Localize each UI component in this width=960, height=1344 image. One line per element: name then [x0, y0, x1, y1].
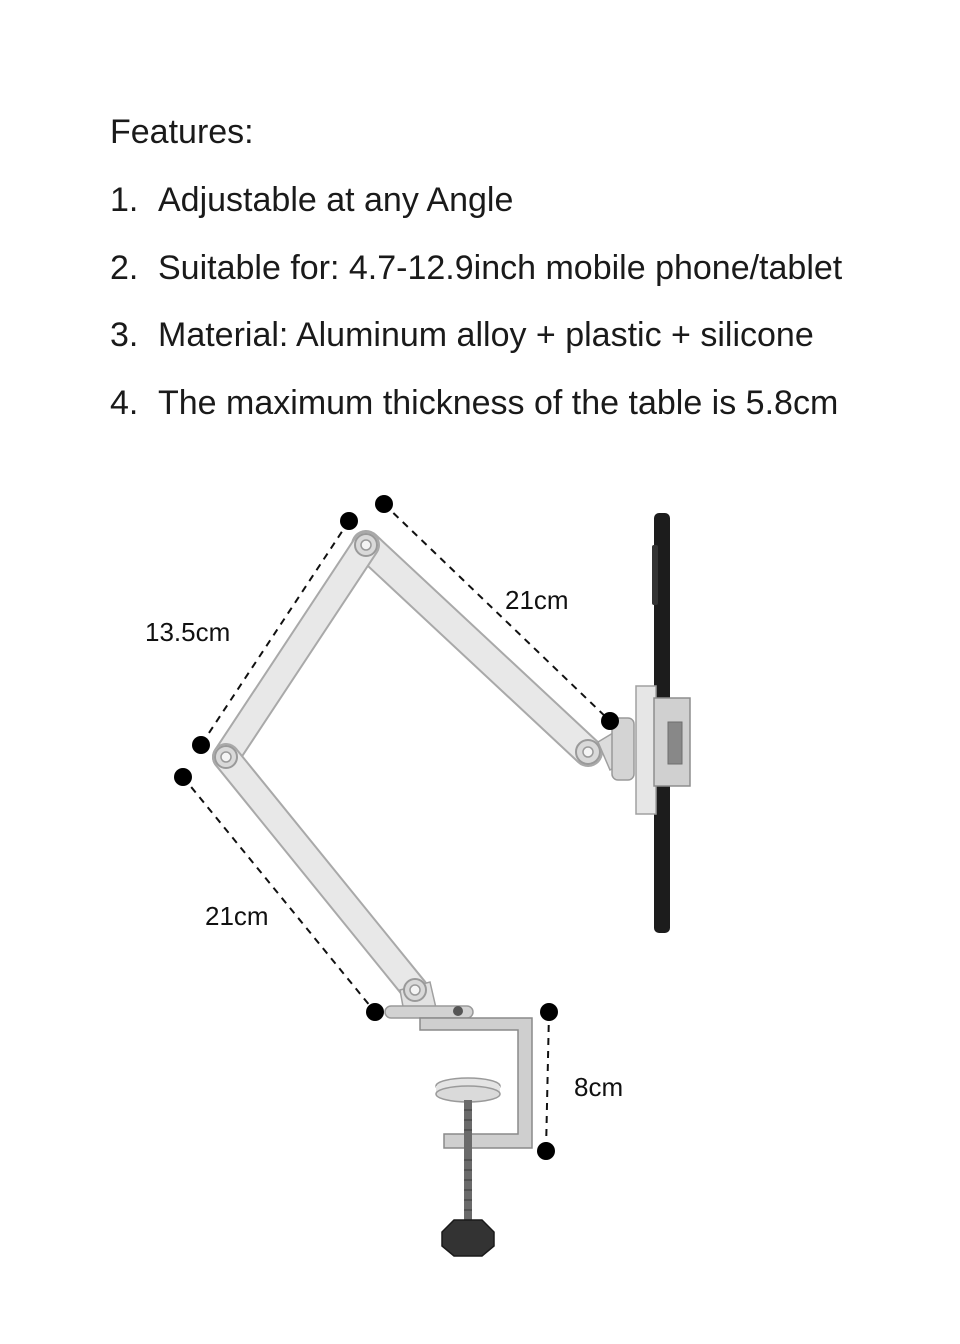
upper-arm-length-label: 21cm [505, 585, 569, 615]
feature-number: 1. [110, 181, 139, 219]
feature-item [110, 379, 842, 427]
feature-number: 2. [110, 248, 139, 287]
elbow-joint [215, 746, 237, 768]
top-joint [355, 534, 377, 556]
lower-arm-length-label: 21cm [205, 901, 269, 931]
feature-number: 3. [110, 316, 139, 354]
feature-item [110, 176, 842, 224]
middle-arm [226, 545, 366, 757]
feature-text: Suitable for: 4.7-12.9inch mobile phone/tablet [158, 248, 843, 287]
clamp-height-label: 8cm [574, 1072, 624, 1102]
feature-item [110, 311, 842, 359]
tablet-mount [598, 686, 690, 814]
features-section [110, 108, 842, 446]
tablet-joint [576, 740, 600, 764]
feature-text: The maximum thickness of the table is 5.8cm [158, 383, 839, 422]
lower-arm [226, 757, 415, 990]
feature-number: 4. [110, 383, 139, 422]
dimension-dot [366, 1003, 384, 1021]
clamp-screw [436, 1078, 500, 1256]
upper-arm [366, 545, 588, 752]
dimension-dot [601, 712, 619, 730]
dimension-dot [192, 736, 210, 754]
feature-item [110, 244, 842, 292]
features-title: Features: [110, 113, 254, 151]
dimension-dot [340, 512, 358, 530]
middle-arm-length-label: 13.5cm [145, 617, 231, 647]
feature-text: Adjustable at any Angle [158, 181, 514, 219]
feature-list [110, 176, 842, 427]
dimension-dot [375, 495, 393, 513]
feature-text: Material: Aluminum alloy + plastic + silicone [158, 316, 814, 354]
tablet-stand-diagram [0, 470, 960, 1344]
dimension-dot [174, 768, 192, 786]
dimension-dot [540, 1003, 558, 1021]
dimension-dot [537, 1142, 555, 1160]
